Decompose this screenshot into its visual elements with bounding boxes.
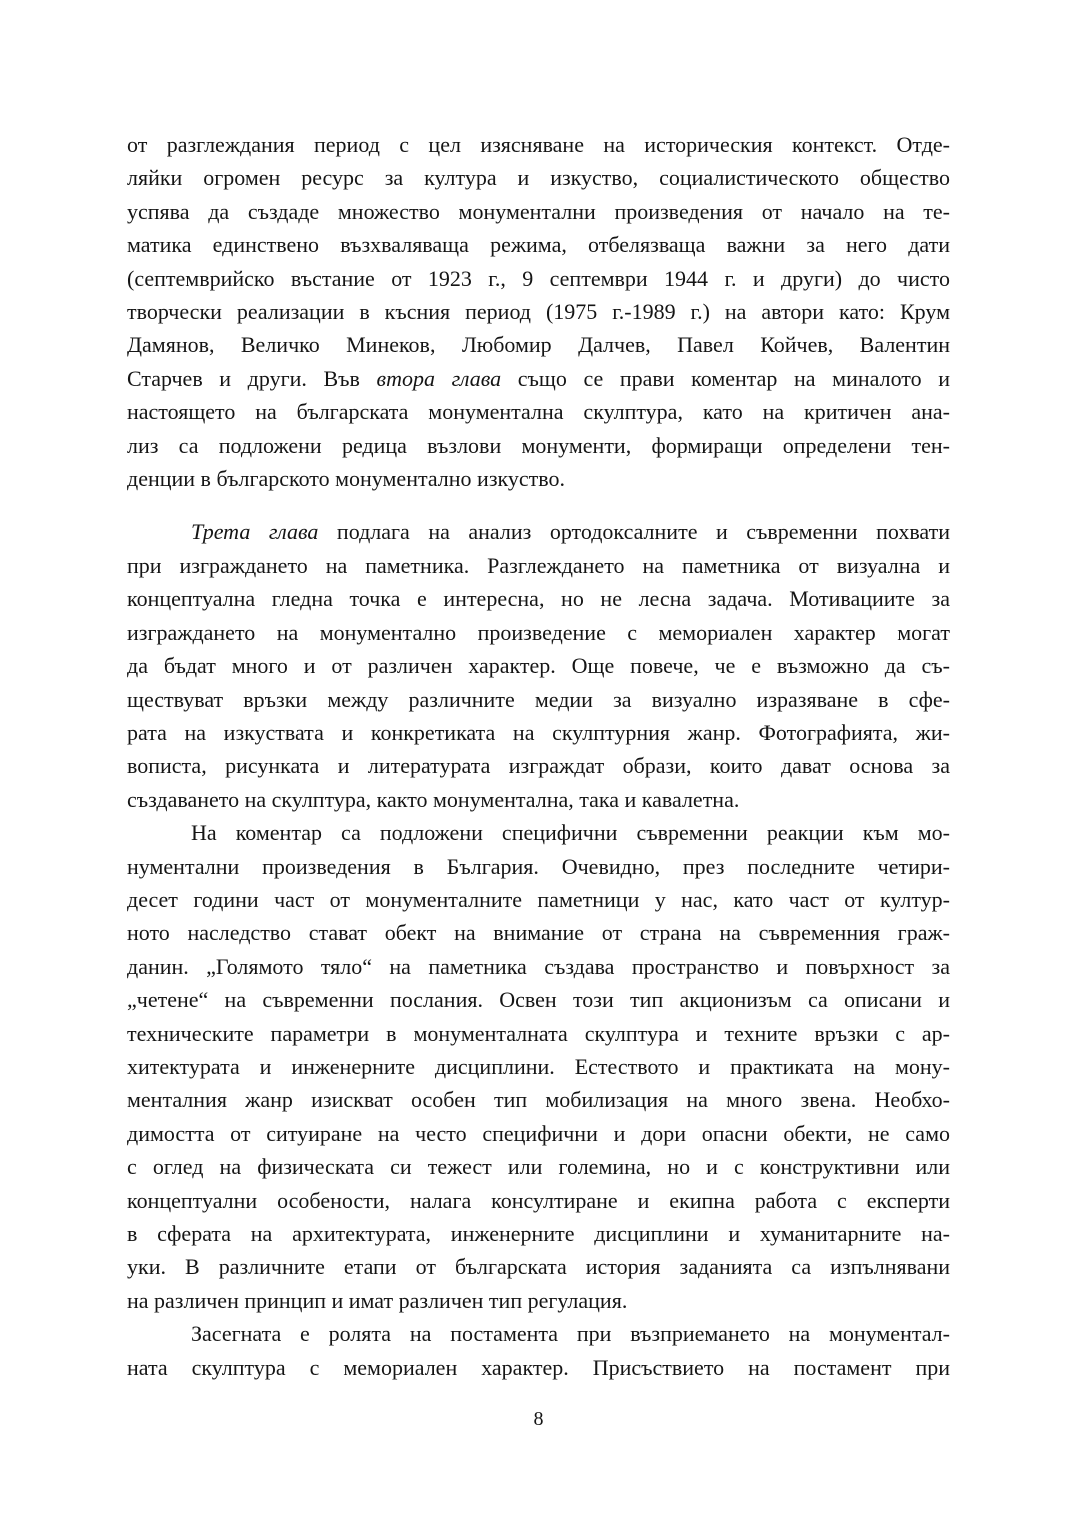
- text-segment: настоящето на българската монументална скулптура, като на критичен ана-: [127, 399, 950, 425]
- text-line: [127, 1117, 950, 1150]
- text-line: [127, 883, 950, 916]
- text-segment: творчески реализации в късния период (1975 г.-1989 г.) на автори като: Крум: [127, 299, 950, 325]
- text-segment: ществуват връзки между различните медии за визуално изразяване в сфе-: [127, 686, 950, 712]
- text-segment: ното наследство стават обект на внимание от страна на съвременния граж-: [127, 920, 950, 946]
- text-segment: също се прави коментар на миналото и: [501, 365, 950, 391]
- text-segment: нументални произведения в България. Очевидно, през последните четири-: [127, 853, 950, 879]
- text-line: [127, 816, 950, 849]
- text-line: [127, 716, 950, 749]
- text-line: [127, 1351, 950, 1384]
- text-segment: концептуална гледна точка е интересна, но не лесна задача. Мотивациите за: [127, 586, 950, 612]
- text-segment: Засегната е ролята на постамента при възприемането на монументал-: [191, 1321, 950, 1347]
- text-line: [127, 1150, 950, 1183]
- text-line: [127, 916, 950, 949]
- text-segment: уки. В различните етапи от българската история заданията са изпълнявани: [127, 1254, 950, 1280]
- text-segment: десет години част от монументалните паметници у нас, като част от култур-: [127, 886, 950, 912]
- text-segment: ляйки огромен ресурс за култура и изкуство, социалистическото общество: [127, 165, 950, 191]
- text-line: [127, 1217, 950, 1250]
- text-line: [127, 429, 950, 462]
- text-segment: ната скулптура с мемориален характер. Присъствието на постамент при: [127, 1354, 950, 1380]
- text-segment: да бъдат много и от различен характер. Още повече, че е възможно да съ-: [127, 653, 950, 679]
- paragraph: [127, 816, 950, 1317]
- text-line: [127, 228, 950, 261]
- text-segment: лиз са подложени редица възлови монументи, формиращи определени тен-: [127, 432, 950, 458]
- text-line: [127, 683, 950, 716]
- text-line: [127, 616, 950, 649]
- text-segment: Дамянов, Величко Минеков, Любомир Далчев, Павел Койчев, Валентин: [127, 332, 950, 358]
- text-line: [127, 1250, 950, 1283]
- text-segment: вописта, рисунката и литературата изграждат образи, които дават основа за: [127, 753, 950, 779]
- text-line: [127, 1184, 950, 1217]
- text-segment: техническите параметри в монументалната скулптура и техните връзки с ар-: [127, 1020, 950, 1046]
- text-segment: концептуални особености, налага консултиране и екипна работа с експерти: [127, 1187, 950, 1213]
- text-segment: данин. „Голямото тяло“ на паметника създава пространство и повърхност за: [127, 953, 950, 979]
- text-line: [127, 582, 950, 615]
- text-line: [127, 515, 950, 548]
- text-segment: хитектурата и инженерните дисциплини. Естеството и практиката на мону-: [127, 1053, 950, 1079]
- text-line: [127, 783, 950, 816]
- italic-text-segment: втора глава: [376, 365, 502, 391]
- text-segment: в сферата на архитектурата, инженерните дисциплини и хуманитарните на-: [127, 1221, 950, 1246]
- text-segment: при изграждането на паметника. Разглеждането на паметника от визуална и: [127, 552, 950, 578]
- text-segment: рата на изкуствата и конкретиката на скулптурния жанр. Фотографията, жи-: [127, 719, 950, 745]
- text-segment: (септемврийско въстание от 1923 г., 9 септември 1944 г. и други) до чисто: [127, 265, 950, 291]
- text-line: [127, 850, 950, 883]
- text-block: [127, 128, 950, 1384]
- text-line: [127, 983, 950, 1016]
- paragraph: [127, 1317, 950, 1384]
- text-line: [127, 295, 950, 328]
- text-line: [127, 362, 950, 395]
- text-segment: „четене“ на съвременни послания. Освен този тип акционизъм са описани и: [127, 987, 950, 1013]
- text-segment: подлага на анализ ортодоксалните и съвременни похвати: [318, 519, 951, 545]
- text-line: [127, 1017, 950, 1050]
- text-line: [127, 328, 950, 361]
- text-segment: денции в българското монументално изкуство.: [127, 466, 566, 492]
- text-segment: създаването на скулптура, както монументална, така и кавалетна.: [127, 786, 740, 812]
- page-number: 8: [533, 1408, 544, 1430]
- text-line: [127, 395, 950, 428]
- text-line: [127, 161, 950, 194]
- text-line: [127, 1284, 950, 1317]
- text-line: [127, 649, 950, 682]
- text-line: [127, 262, 950, 295]
- text-segment: на различен принцип и имат различен тип регулация.: [127, 1287, 628, 1313]
- text-segment: Старчев и други. Във: [127, 365, 377, 391]
- text-line: [127, 1083, 950, 1116]
- text-segment: с оглед на физическата си тежест или големина, но и с конструктивни или: [127, 1154, 950, 1180]
- text-line: [127, 749, 950, 782]
- text-segment: матика единствено възхваляваща режима, отбелязваща важни за него дати: [127, 232, 950, 258]
- paragraph: [127, 128, 950, 495]
- text-segment: от разглеждания период с цел изясняване на историческия контекст. Отде-: [127, 132, 950, 157]
- text-segment: менталния жанр изискват особен тип мобилизация на много звена. Необхо-: [127, 1087, 950, 1113]
- italic-text-segment: Трета глава: [191, 519, 319, 545]
- text-line: [127, 549, 950, 582]
- text-line: [127, 950, 950, 983]
- text-segment: изграждането на монументално произведение с мемориален характер могат: [127, 619, 950, 645]
- text-line: [127, 195, 950, 228]
- text-segment: димостта от ситуиране на често специфични и дори опасни обекти, не само: [127, 1120, 950, 1146]
- text-segment: успява да създаде множество монументални произведения от начало на те-: [127, 198, 950, 224]
- text-line: [127, 1317, 950, 1350]
- text-line: [127, 1050, 950, 1083]
- paragraph: [127, 515, 950, 816]
- text-line: [127, 128, 950, 161]
- text-line: [127, 462, 950, 495]
- text-segment: На коментар са подложени специфични съвременни реакции към мо-: [191, 820, 950, 846]
